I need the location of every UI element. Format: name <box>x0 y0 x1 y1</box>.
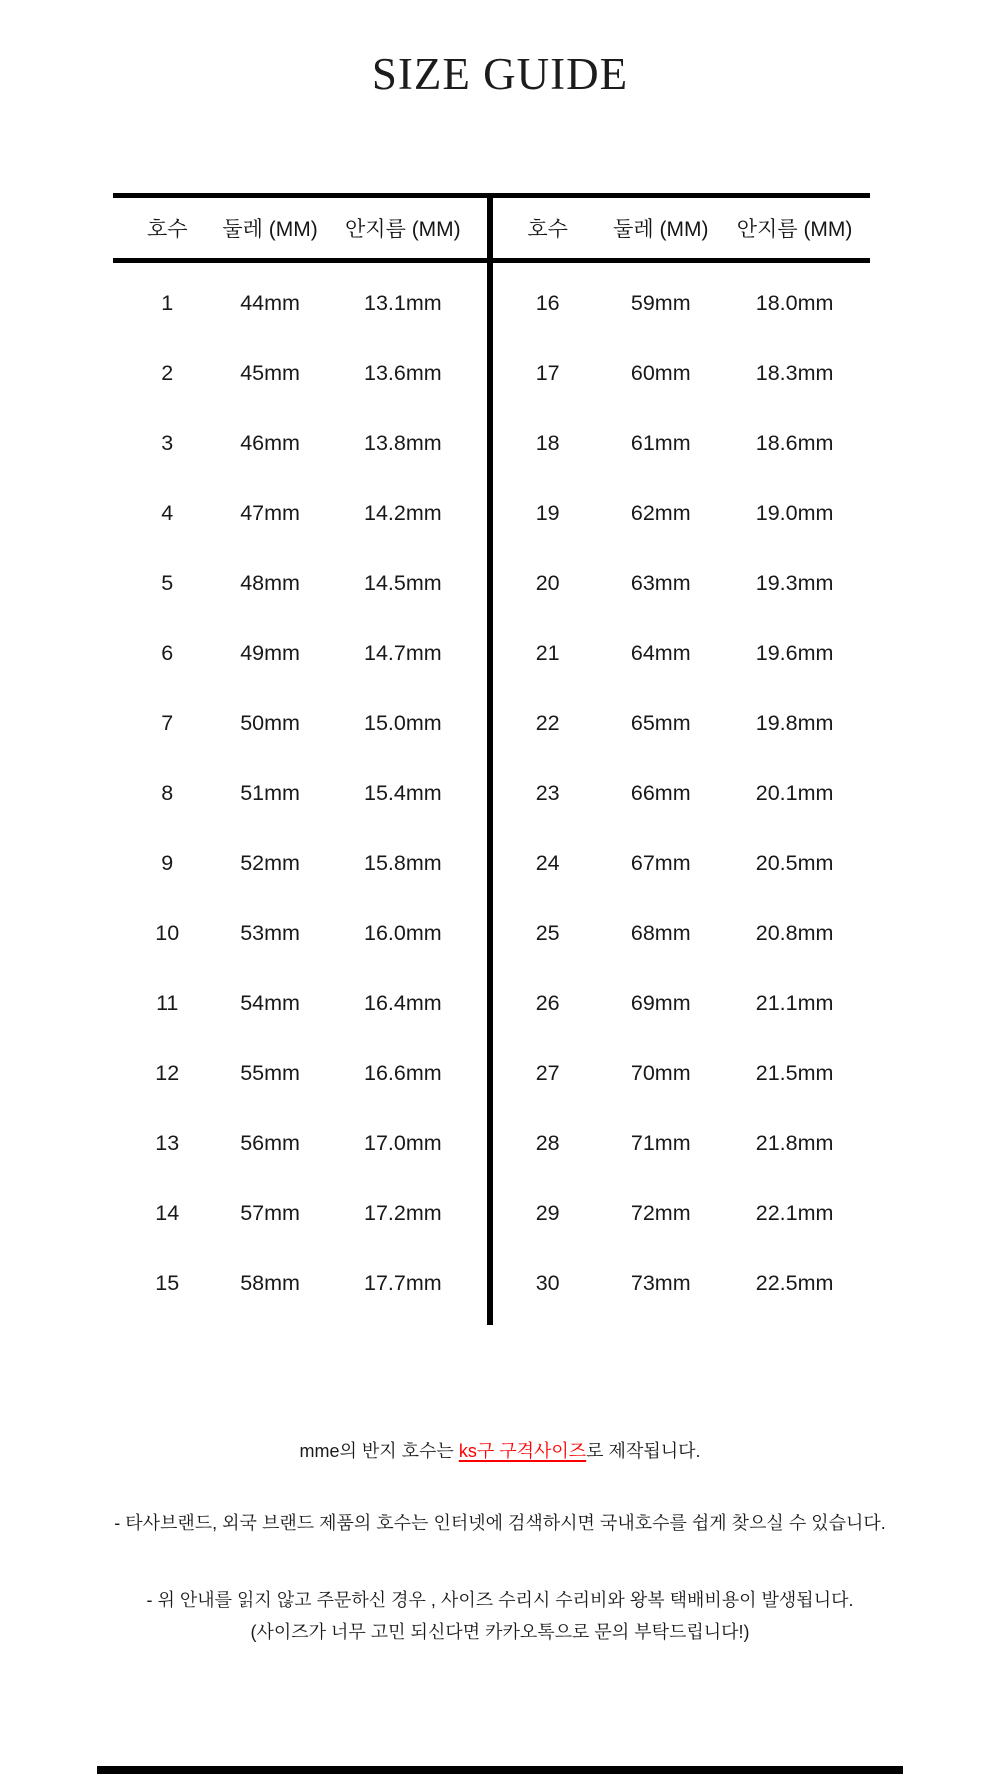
table-cell-circumference: 49mm <box>240 640 300 665</box>
table-cell-diameter: 20.5mm <box>755 850 834 875</box>
table-cell-circumference: 62mm <box>630 500 691 525</box>
table-cell-circumference: 45mm <box>240 360 300 385</box>
table-cell-circumference: 51mm <box>240 780 300 805</box>
table-row <box>113 268 487 338</box>
table-body-right <box>493 263 870 1318</box>
table-cell-circumference: 71mm <box>630 1130 691 1155</box>
table-row <box>113 1038 487 1108</box>
table-cell-diameter: 13.1mm <box>364 290 442 315</box>
size-table <box>113 193 870 1318</box>
table-cell-size: 27 <box>535 1060 560 1085</box>
table-cell-circumference: 72mm <box>630 1200 691 1225</box>
table-cell-circumference: 57mm <box>240 1200 300 1225</box>
table-cell-circumference: 48mm <box>240 570 300 595</box>
table-cell-size: 8 <box>161 780 174 805</box>
note-kakaotalk: (사이즈가 너무 고민 되신다면 카카오톡으로 문의 부탁드립니다!) <box>250 1622 750 1642</box>
table-cell-circumference: 64mm <box>630 640 691 665</box>
table-cell-diameter: 16.4mm <box>364 990 442 1015</box>
table-body-left <box>113 263 487 1318</box>
table-header-left <box>113 198 487 258</box>
table-cell-diameter: 19.0mm <box>755 500 834 525</box>
table-cell-circumference: 59mm <box>630 290 691 315</box>
table-cell-circumference: 70mm <box>630 1060 691 1085</box>
table-cell-diameter: 13.6mm <box>364 360 442 385</box>
table-cell-circumference: 69mm <box>630 990 691 1015</box>
table-cell-size: 16 <box>535 290 560 315</box>
table-cell-size: 29 <box>535 1200 560 1225</box>
table-cell-diameter: 17.2mm <box>364 1200 442 1225</box>
table-cell-diameter: 17.7mm <box>364 1270 442 1295</box>
table-row <box>493 1038 870 1108</box>
table-cell-size: 26 <box>535 990 560 1015</box>
table-cell-circumference: 61mm <box>630 430 691 455</box>
table-cell-size: 25 <box>535 920 560 945</box>
table-cell-diameter: 22.1mm <box>755 1200 834 1225</box>
ks-standard-highlight: ks구 구격사이즈 <box>458 1441 587 1461</box>
table-cell-circumference: 47mm <box>240 500 300 525</box>
table-cell-diameter: 21.1mm <box>755 990 834 1015</box>
table-row <box>493 618 870 688</box>
table-cell-diameter: 20.8mm <box>755 920 834 945</box>
table-cell-size: 7 <box>161 710 174 735</box>
table-row <box>493 1178 870 1248</box>
table-cell-size: 22 <box>535 710 560 735</box>
table-cell-diameter: 18.0mm <box>755 290 834 315</box>
table-cell-circumference: 67mm <box>630 850 691 875</box>
table-cell-circumference: 65mm <box>630 710 691 735</box>
table-cell-size: 21 <box>535 640 560 665</box>
table-cell-diameter: 18.3mm <box>755 360 834 385</box>
column-header: 둘레 (MM) <box>222 218 318 241</box>
note-other-brands: - 타사브랜드, 외국 브랜드 제품의 호수는 인터넷에 검색하시면 국내호수를 쉽게 찾으실 수 있습니다. <box>114 1513 886 1533</box>
table-vertical-divider <box>487 198 493 1325</box>
table-row <box>493 688 870 758</box>
column-header: 안지름 (MM) <box>736 218 853 241</box>
table-cell-diameter: 14.5mm <box>364 570 442 595</box>
table-row <box>113 688 487 758</box>
table-cell-circumference: 68mm <box>630 920 691 945</box>
table-cell-size: 17 <box>535 360 560 385</box>
table-cell-diameter: 16.0mm <box>364 920 442 945</box>
page-title: SIZE GUIDE <box>371 49 629 99</box>
table-row <box>493 828 870 898</box>
table-cell-circumference: 54mm <box>240 990 300 1015</box>
table-cell-size: 24 <box>535 850 560 875</box>
table-row <box>113 758 487 828</box>
table-row <box>113 968 487 1038</box>
table-row <box>493 408 870 478</box>
table-cell-size: 14 <box>155 1200 180 1225</box>
column-header: 호수 <box>527 218 568 241</box>
table-cell-diameter: 18.6mm <box>755 430 834 455</box>
table-row <box>493 1248 870 1318</box>
table-row <box>493 1108 870 1178</box>
table-cell-size: 10 <box>155 920 180 945</box>
table-cell-diameter: 19.3mm <box>755 570 834 595</box>
table-row <box>113 408 487 478</box>
column-header: 호수 <box>146 218 188 241</box>
table-cell-diameter: 15.4mm <box>364 780 442 805</box>
table-cell-diameter: 16.6mm <box>364 1060 442 1085</box>
table-cell-diameter: 15.8mm <box>364 850 442 875</box>
table-row <box>493 898 870 968</box>
table-cell-circumference: 73mm <box>630 1270 691 1295</box>
table-cell-size: 20 <box>535 570 560 595</box>
table-row <box>113 898 487 968</box>
table-cell-circumference: 56mm <box>240 1130 300 1155</box>
table-cell-circumference: 55mm <box>240 1060 300 1085</box>
table-cell-size: 18 <box>535 430 560 455</box>
note-production-suffix: 로 제작됩니다. <box>586 1441 701 1461</box>
table-row <box>113 828 487 898</box>
table-cell-diameter: 21.8mm <box>755 1130 834 1155</box>
table-row <box>113 478 487 548</box>
table-cell-diameter: 15.0mm <box>364 710 442 735</box>
table-cell-size: 5 <box>161 570 174 595</box>
table-row <box>493 338 870 408</box>
table-cell-diameter: 19.8mm <box>755 710 834 735</box>
table-cell-size: 15 <box>155 1270 180 1295</box>
table-cell-diameter: 13.8mm <box>364 430 442 455</box>
table-cell-diameter: 22.5mm <box>755 1270 834 1295</box>
table-row <box>113 1178 487 1248</box>
table-row <box>113 548 487 618</box>
table-cell-circumference: 53mm <box>240 920 300 945</box>
table-cell-diameter: 20.1mm <box>755 780 834 805</box>
table-row <box>493 548 870 618</box>
table-cell-size: 1 <box>161 290 174 315</box>
table-row <box>113 338 487 408</box>
table-cell-size: 28 <box>535 1130 560 1155</box>
table-cell-circumference: 63mm <box>630 570 691 595</box>
bottom-rule <box>97 1766 903 1774</box>
table-row <box>493 758 870 828</box>
table-cell-size: 11 <box>156 990 179 1015</box>
table-cell-size: 6 <box>161 640 174 665</box>
table-cell-circumference: 44mm <box>240 290 300 315</box>
note-repair-fee: - 위 안내를 읽지 않고 주문하신 경우 , 사이즈 수리시 수리비와 왕복 택배비용이 발생됩니다. <box>146 1590 854 1610</box>
table-cell-size: 9 <box>161 850 174 875</box>
table-cell-circumference: 58mm <box>240 1270 300 1295</box>
table-cell-diameter: 14.7mm <box>364 640 442 665</box>
table-cell-size: 4 <box>161 500 174 525</box>
table-cell-size: 12 <box>155 1060 180 1085</box>
table-header-right <box>493 198 870 258</box>
column-header: 둘레 (MM) <box>613 218 709 241</box>
table-row <box>493 968 870 1038</box>
table-cell-circumference: 46mm <box>240 430 300 455</box>
table-cell-diameter: 21.5mm <box>755 1060 834 1085</box>
table-cell-circumference: 66mm <box>630 780 691 805</box>
column-header: 안지름 (MM) <box>345 218 461 241</box>
table-cell-circumference: 52mm <box>240 850 300 875</box>
table-cell-diameter: 17.0mm <box>364 1130 442 1155</box>
table-row <box>113 1108 487 1178</box>
table-cell-circumference: 60mm <box>630 360 691 385</box>
table-row <box>113 1248 487 1318</box>
table-cell-size: 3 <box>161 430 174 455</box>
table-cell-diameter: 19.6mm <box>755 640 834 665</box>
table-row <box>493 478 870 548</box>
table-cell-diameter: 14.2mm <box>364 500 442 525</box>
note-production-prefix: mme의 반지 호수는 <box>299 1441 459 1461</box>
table-cell-size: 30 <box>535 1270 560 1295</box>
note-production <box>0 1437 1000 1463</box>
table-row <box>493 268 870 338</box>
table-cell-size: 2 <box>161 360 174 385</box>
table-cell-size: 19 <box>535 500 560 525</box>
table-cell-circumference: 50mm <box>240 710 300 735</box>
table-cell-size: 23 <box>535 780 560 805</box>
table-cell-size: 13 <box>155 1130 180 1155</box>
table-body <box>113 263 870 1318</box>
table-row <box>113 618 487 688</box>
